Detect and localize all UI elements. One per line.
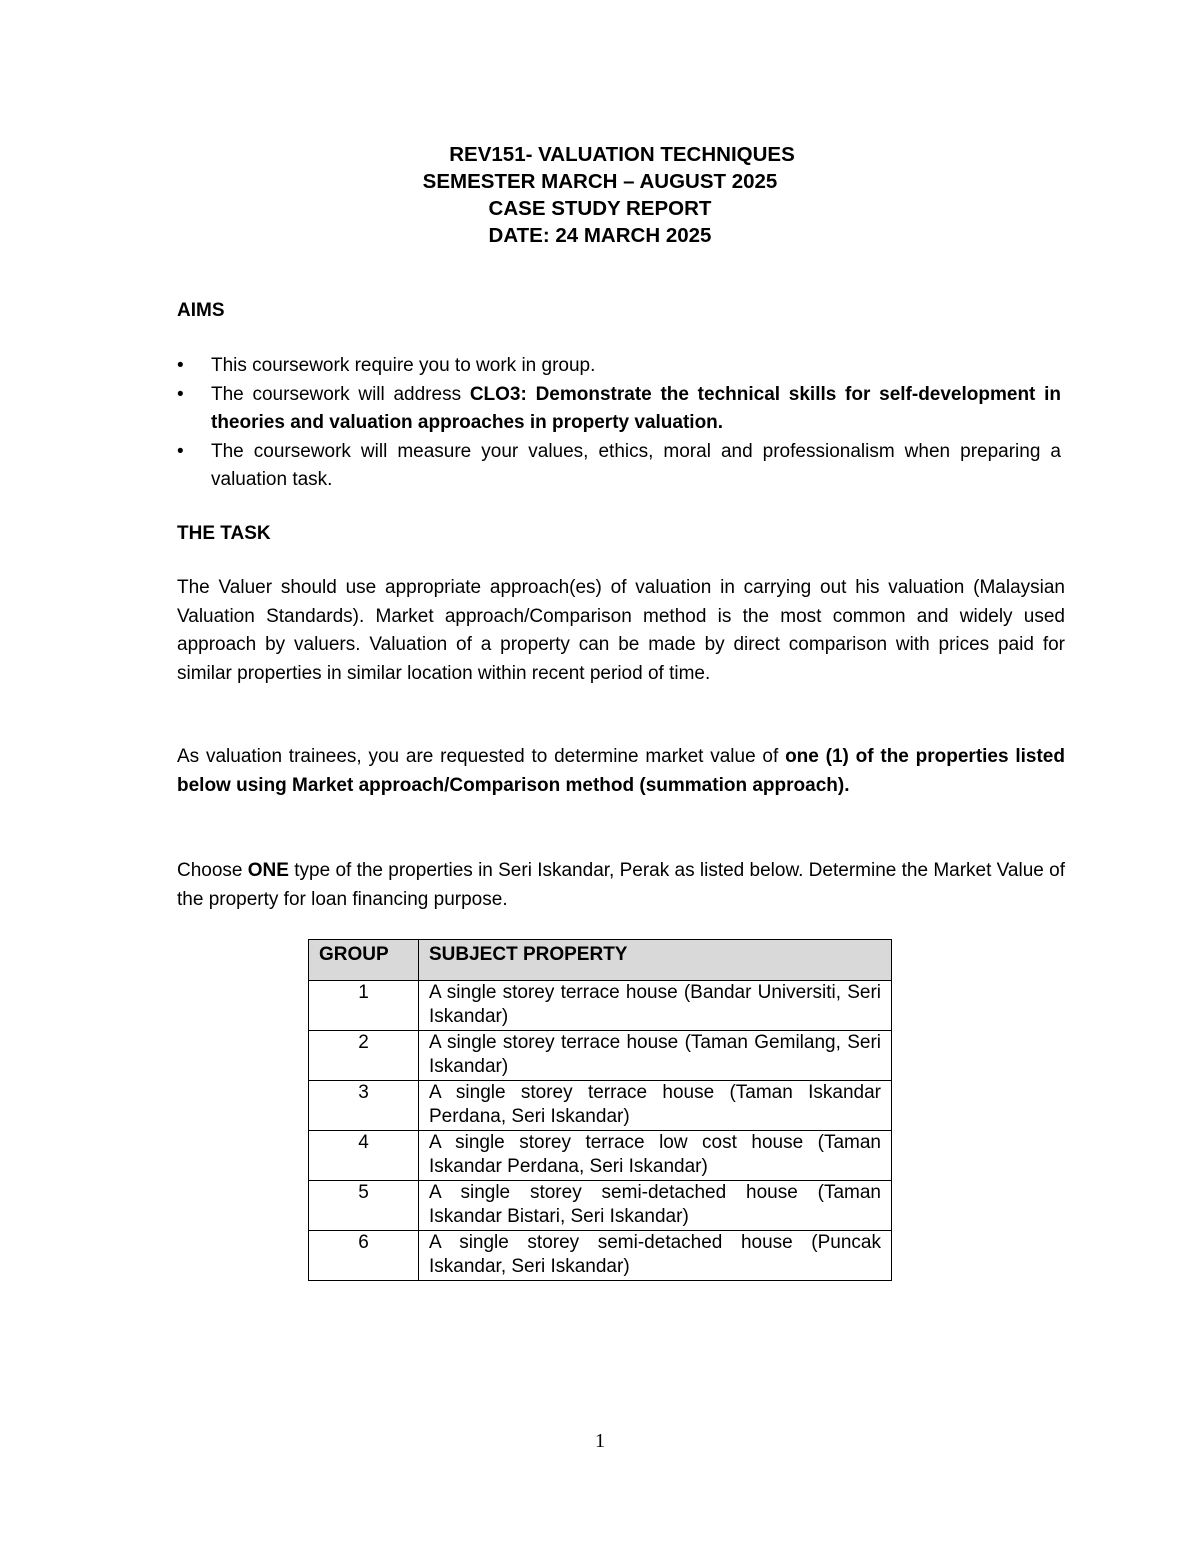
requirement-text: As valuation trainees, you are requested to determine market value of <box>177 746 786 767</box>
page-number: 1 <box>595 1430 605 1452</box>
bullet-icon: • <box>177 383 184 405</box>
choose-text: Choose <box>177 860 248 881</box>
aims-item <box>177 352 1061 381</box>
group-column-header: GROUP <box>309 940 419 981</box>
subject-property-cell: A single storey semi-detached house (Taman Iskandar Bistari, Seri Iskandar) <box>419 1181 892 1231</box>
subject-property-column-header: SUBJECT PROPERTY <box>419 940 892 981</box>
aims-item-text: This coursework require you to work in group. <box>211 355 596 376</box>
subject-property-cell: A single storey terrace low cost house (Taman Iskandar Perdana, Seri Iskandar) <box>419 1131 892 1181</box>
task-paragraph-choose <box>177 857 1065 914</box>
table-row <box>309 981 892 1031</box>
group-number-cell: 1 <box>309 981 419 1031</box>
semester-line: SEMESTER MARCH – AUGUST 2025 <box>422 170 778 193</box>
table-header-row <box>309 940 892 981</box>
course-title: REV151- VALUATION TECHNIQUES <box>449 143 795 166</box>
task-heading: THE TASK <box>177 523 271 544</box>
clo3-statement: CLO3: Demonstrate the technical skills for self-development in theories and valuation approaches in property valuation. <box>211 383 1062 433</box>
aims-item-text: The coursework will address <box>211 383 470 405</box>
subject-property-cell: A single storey terrace house (Taman Gemilang, Seri Iskandar) <box>419 1031 892 1081</box>
aims-heading: AIMS <box>177 300 225 321</box>
subject-property-cell: A single storey terrace house (Bandar Universiti, Seri Iskandar) <box>419 981 892 1031</box>
table-row <box>309 1181 892 1231</box>
table-row <box>309 1131 892 1181</box>
group-number-cell: 6 <box>309 1231 419 1281</box>
aims-item <box>177 381 1061 438</box>
aims-item <box>177 438 1061 495</box>
task-paragraph-requirement <box>177 743 1065 800</box>
aims-item-text: The coursework will measure your values, ethics, moral and professionalism when preparing a valuation task. <box>211 440 1061 490</box>
table-row <box>309 1081 892 1131</box>
bullet-icon: • <box>177 440 184 462</box>
report-type: CASE STUDY REPORT <box>488 197 712 220</box>
subject-property-cell: A single storey terrace house (Taman Iskandar Perdana, Seri Iskandar) <box>419 1081 892 1131</box>
requirement-bold-text: one (1) of the properties listed below using Market approach/Comparison method (summation approach). <box>177 746 1065 796</box>
table-row <box>309 1231 892 1281</box>
bullet-icon: • <box>177 355 184 376</box>
subject-property-cell: A single storey semi-detached house (Puncak Iskandar, Seri Iskandar) <box>419 1231 892 1281</box>
report-date: DATE: 24 MARCH 2025 <box>488 224 712 247</box>
choose-emphasis: ONE <box>247 860 289 881</box>
group-number-cell: 2 <box>309 1031 419 1081</box>
group-number-cell: 4 <box>309 1131 419 1181</box>
group-number-cell: 3 <box>309 1081 419 1131</box>
choose-text-rest: type of the properties in Seri Iskandar, Perak as listed below. Determine the Market Value of the property for loan financing purpose. <box>177 860 1065 910</box>
table-row <box>309 1031 892 1081</box>
aims-list <box>177 352 1061 495</box>
group-number-cell: 5 <box>309 1181 419 1231</box>
task-paragraph-valuation-approach: The Valuer should use appropriate approach(es) of valuation in carrying out his valuation (Malaysian Valuation Standards). Market approach/Comparison method is the most common and widely used approach by valuers. Valuation of a property can be made by direct comparison with prices paid for similar properties in similar location within recent period of time. <box>177 577 1065 684</box>
property-table <box>308 939 892 1281</box>
document-title-block <box>0 141 1200 249</box>
